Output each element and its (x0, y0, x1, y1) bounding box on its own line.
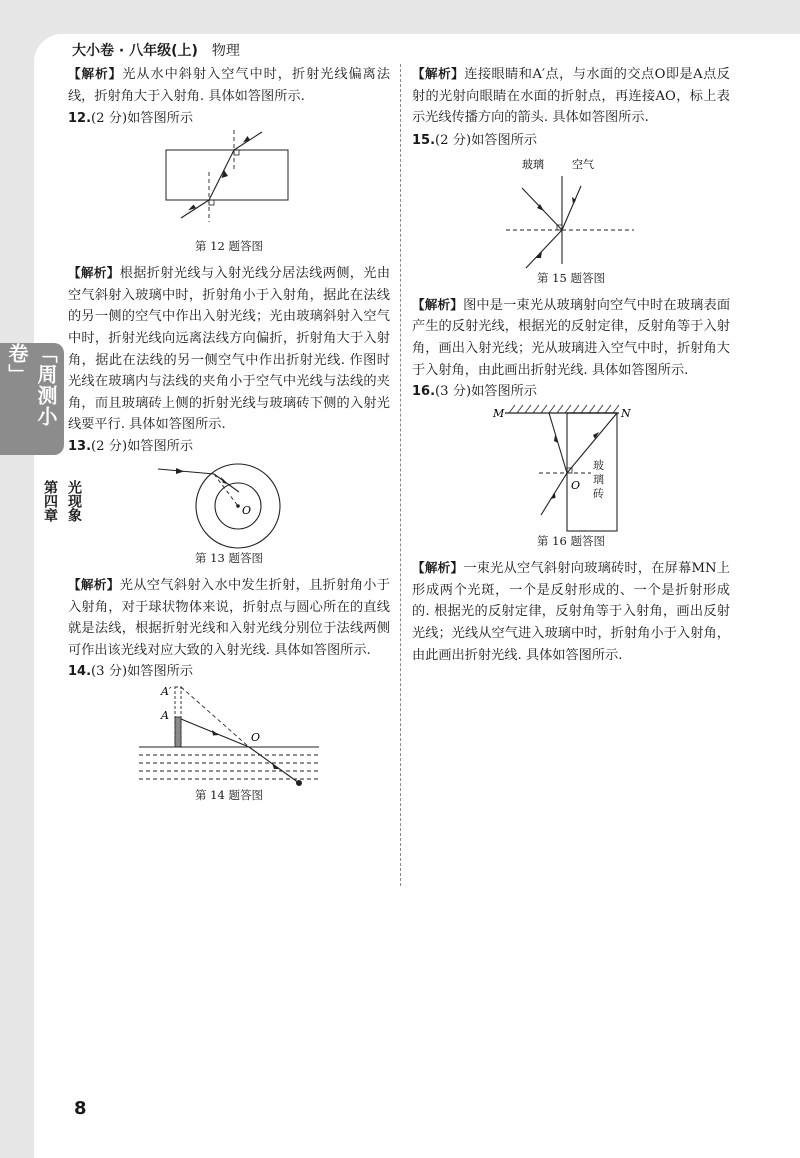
q14-label-a: A (161, 709, 169, 723)
left-column (68, 63, 390, 803)
q14-label-a-prime: A′ (161, 685, 172, 699)
q15-label-air: 空气 (572, 157, 594, 171)
book-title: 大小卷 · 八年级(上) (72, 43, 198, 59)
q16-figure (412, 403, 730, 549)
chapter-number: 第四章 (42, 480, 58, 522)
q16-analysis: 【解析】一束光从空气斜射向玻璃砖时，在屏幕MN上形成两个光斑，一个是反射形成的、一个是折射形成的. 根据光的反射定律，反射角等于入射角，画出反射光线；光线从空气进入玻璃中时，折射角小于入射角，由此画出折射光线. 具体如答图所示. (412, 560, 731, 663)
q15-analysis: 【解析】图中是一束光从玻璃射向空气中时在玻璃表面产生的反射光线，根据光的反射定律，反射角等于入射角，画出入射光线；光从玻璃进入空气中时，折射角大于入射角，由此画出折射光线. 具体如答图所示. (412, 296, 731, 378)
q12-analysis: 【解析】根据折射光线与入射光线分居法线两侧，光由空气斜射入玻璃中时，折射角小于入射角，据此在法线的另一侧的空气中作出入射光线；光由玻璃斜射入空气中时，折射光线向远离法线方向偏折，折射角大于入射角，据此在法线的另一侧空气中作出折射光线. 作图时光线在玻璃内与法线的夹角小于空气中光线与法线的夹角，而且玻璃砖上侧的折射光线与玻璃砖下侧的入射光线要平行. 具体如答图所示. (68, 265, 391, 433)
q13-analysis: 【解析】光从空气斜射入水中发生折射，且折射角小于入射角，对于球状物体来说，折射点与圆心所在的直线就是法线，根据折射光线和入射光线分别位于法线两侧可作出该光线对应大致的入射光线. 具体如答图所示. (68, 576, 391, 658)
page-number: 8 (74, 1098, 87, 1119)
subject-label: 物理 (211, 43, 240, 59)
q13-figure (68, 458, 390, 566)
side-tab-label: 「周测小卷」 (5, 343, 58, 427)
q15-caption: 第 15 题答图 (537, 270, 605, 285)
q12-heading: 12.(2 分)如答图所示 (68, 111, 194, 127)
q11-analysis: 【解析】光从水中斜射入空气中时，折射光线偏离法线，折射角大于入射角. 具体如答图所示. (68, 66, 391, 104)
q16-diagram (491, 403, 651, 533)
q16-label-o: O (571, 479, 581, 493)
q16-caption: 第 16 题答图 (537, 534, 605, 549)
column-divider (400, 64, 401, 886)
q15-label-glass: 玻璃 (522, 157, 544, 171)
q15-heading: 15.(2 分)如答图所示 (412, 132, 538, 148)
q15-figure (412, 152, 730, 286)
chapter-name: 光现象 (66, 480, 82, 522)
q12-diagram (144, 130, 314, 238)
q15-diagram (506, 152, 636, 270)
q13-caption: 第 13 题答图 (195, 550, 263, 565)
page-header (72, 40, 240, 60)
q12-figure (68, 130, 390, 254)
q16-label-m: M (493, 407, 505, 421)
q12-caption: 第 12 题答图 (195, 239, 263, 254)
q13-heading: 13.(2 分)如答图所示 (68, 438, 194, 454)
q14-heading: 14.(3 分)如答图所示 (68, 664, 194, 680)
q16-heading: 16.(3 分)如答图所示 (412, 384, 538, 400)
right-column (412, 63, 730, 666)
q14-figure (68, 683, 390, 803)
q13-label-o: O (242, 503, 252, 517)
q14-analysis: 【解析】连接眼睛和A′点，与水面的交点O即是A点反射的光射向眼睛在水面的折射点，再连接AO，标上表示光线传播方向的箭头. 具体如答图所示. (412, 66, 730, 126)
q14-label-o: O (251, 731, 261, 745)
q16-label-n: N (621, 407, 631, 421)
q16-label-glass-brick: 玻璃砖 (593, 459, 604, 501)
q13-diagram (144, 458, 314, 550)
side-tab (0, 343, 64, 455)
q14-diagram (139, 683, 319, 787)
q14-caption: 第 14 题答图 (195, 788, 263, 803)
